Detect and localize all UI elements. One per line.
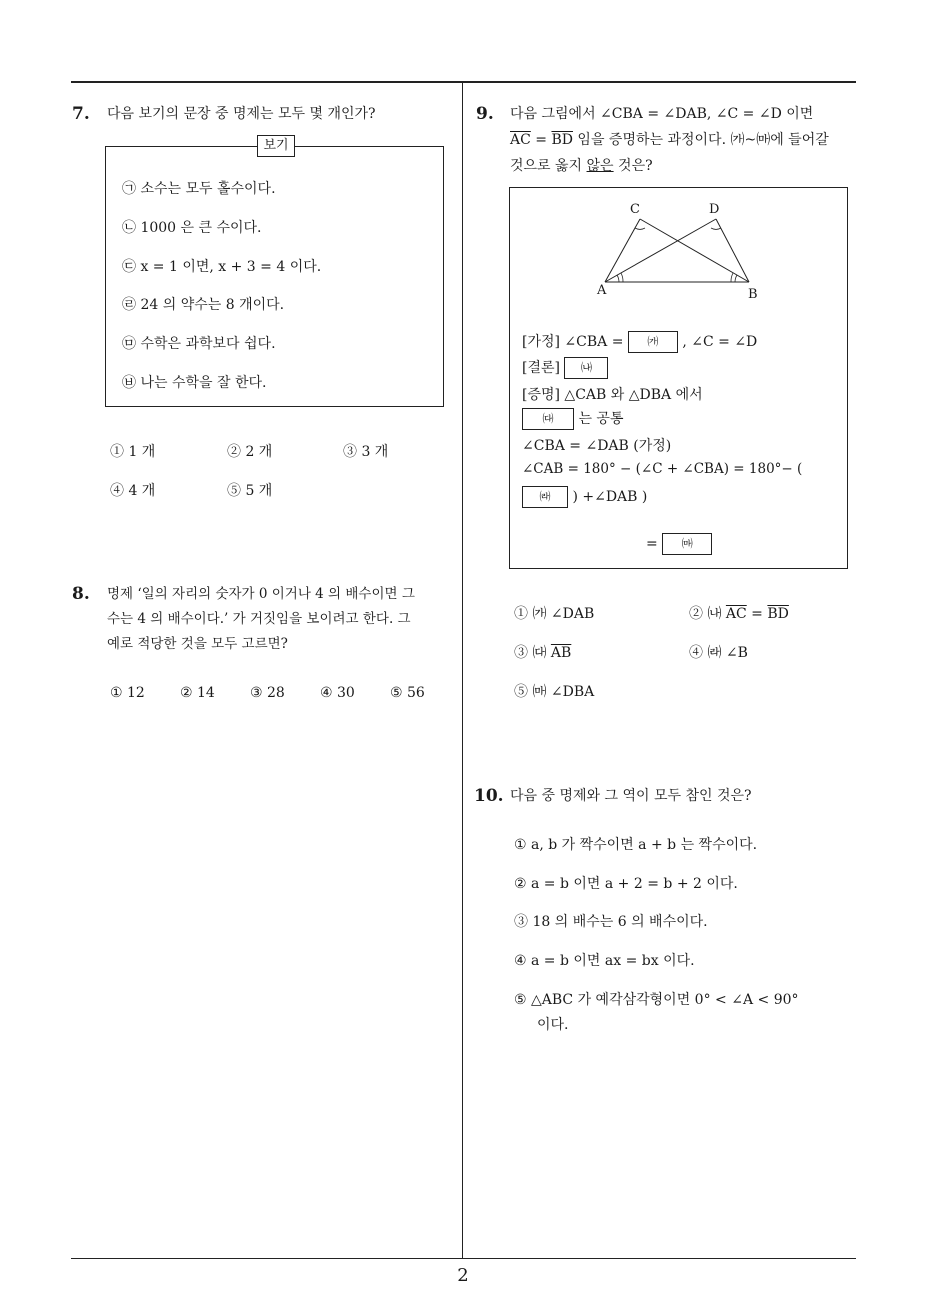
angle-mark-D (711, 228, 721, 229)
q9-line3: 것으로 옳지 않은 것은? (510, 158, 653, 174)
bogi-item-3: ㉢ x = 1 이면, x + 3 = 4 이다. (122, 259, 322, 275)
q9-choice-4[interactable]: ④ ㈑ ∠B (689, 645, 748, 661)
segment-AD (605, 219, 716, 282)
q10-number: 10. (474, 786, 504, 806)
point-C-label: C (630, 202, 640, 217)
q10-choice-1[interactable]: ① a, b 가 짝수이면 a + b 는 짝수이다. (514, 837, 758, 853)
q8-choice-4[interactable]: ④ 30 (320, 685, 355, 701)
q7-question: 다음 보기의 문장 중 명제는 모두 몇 개인가? (107, 106, 376, 122)
blank-ma: ㈒ (662, 533, 712, 555)
proof-angle-cba: ∠CBA = ∠DAB (가정) (522, 438, 672, 454)
q7-choice-3[interactable]: ③ 3 개 (343, 444, 389, 460)
proof-ra-line: ㈑ ) +∠DAB ) (522, 486, 647, 508)
point-B-label: B (748, 287, 758, 302)
proof-common: ㈐ 는 공통 (522, 408, 623, 430)
proof-start: [증명] △CAB 와 △DBA 에서 (522, 387, 703, 403)
q10-choice-4[interactable]: ④ a = b 이면 ax = bx 이다. (514, 953, 695, 969)
q9-line1: 다음 그림에서 ∠CBA = ∠DAB, ∠C = ∠D 이면 (510, 106, 814, 122)
q8-number: 8. (72, 584, 90, 604)
triangle-figure (509, 187, 848, 307)
q7-choice-4[interactable]: ④ 4 개 (110, 483, 156, 499)
q8-choice-5[interactable]: ⑤ 56 (390, 685, 425, 701)
bogi-item-2: ㉡ 1000 은 큰 수이다. (122, 220, 262, 236)
q8-question: 명제 ‘일의 자리의 숫자가 0 이거나 4 의 배수이면 그 수는 4 의 배수이다.’ 가 거짓임을 보이려고 한다. 그 예로 적당한 것을 모두 고르면? (107, 586, 415, 652)
q9-number: 9. (476, 104, 494, 124)
bogi-item-1: ㉠ 소수는 모두 홀수이다. (122, 181, 276, 197)
q9-choice-5[interactable]: ⑤ ㈒ ∠DBA (514, 684, 595, 700)
blank-da: ㈐ (522, 408, 574, 430)
column-divider (462, 83, 463, 1258)
q7-choice-1[interactable]: ① 1 개 (110, 444, 156, 460)
bogi-item-6: ㉥ 나는 수학을 잘 한다. (122, 375, 267, 391)
blank-ra: ㈑ (522, 486, 568, 508)
bogi-item-4: ㉣ 24 의 약수는 8 개이다. (122, 297, 285, 313)
proof-final: = ㈒ (646, 533, 712, 555)
q9-choice-1[interactable]: ① ㈎ ∠DAB (514, 606, 595, 622)
q9-choice-3[interactable]: ③ ㈐ $\overline{AB}$ (514, 645, 572, 661)
point-A-label: A (597, 283, 607, 298)
q8-choice-3[interactable]: ③ 28 (250, 685, 285, 701)
angle-mark-A (617, 275, 619, 282)
angle-mark-B (735, 275, 737, 282)
point-D-label: D (709, 202, 720, 217)
q9-choice-2[interactable]: ② ㈏ $\overline{AC} = \overline{BD}$ (689, 606, 789, 622)
proof-angle-cab: ∠CAB = 180° − (∠C + ∠CBA) = 180°− ( (522, 461, 803, 477)
q8-choice-2[interactable]: ② 14 (180, 685, 215, 701)
q10-choice-5-cont: 이다. (537, 1017, 569, 1033)
q10-question: 다음 중 명제와 그 역이 모두 참인 것은? (510, 788, 752, 804)
bogi-label: 보기 (257, 135, 295, 157)
q10-choice-3[interactable]: ③ 18 의 배수는 6 의 배수이다. (514, 914, 708, 930)
q10-choice-5[interactable]: ⑤ △ABC 가 예각삼각형이면 0° < ∠A < 90° (514, 992, 799, 1008)
angle-mark-A2 (621, 273, 623, 282)
angle-mark-B2 (731, 273, 733, 282)
blank-ga: ㈎ (628, 331, 678, 353)
angle-mark-C (635, 228, 645, 229)
q7-choice-5[interactable]: ⑤ 5 개 (227, 483, 273, 499)
blank-na: ㈏ (564, 357, 608, 379)
proof-conclusion: [결론] ㈏ (522, 357, 608, 379)
q8-choice-1[interactable]: ① 12 (110, 685, 145, 701)
q9-line2: $\overline{AC} = \overline{BD}$ 임을 증명하는 과정이다. ㈎~㈒에 들어갈 (510, 132, 829, 148)
top-rule (71, 81, 856, 83)
bogi-item-5: ㉤ 수학은 과학보다 쉽다. (122, 336, 276, 352)
q7-choice-2[interactable]: ② 2 개 (227, 444, 273, 460)
proof-hypothesis: [가정] ∠CBA = ㈎ , ∠C = ∠D (522, 331, 757, 353)
q7-number: 7. (72, 104, 90, 124)
q10-choice-2[interactable]: ② a = b 이면 a + 2 = b + 2 이다. (514, 876, 738, 892)
page-number: 2 (457, 1265, 469, 1286)
bottom-rule (71, 1258, 856, 1259)
